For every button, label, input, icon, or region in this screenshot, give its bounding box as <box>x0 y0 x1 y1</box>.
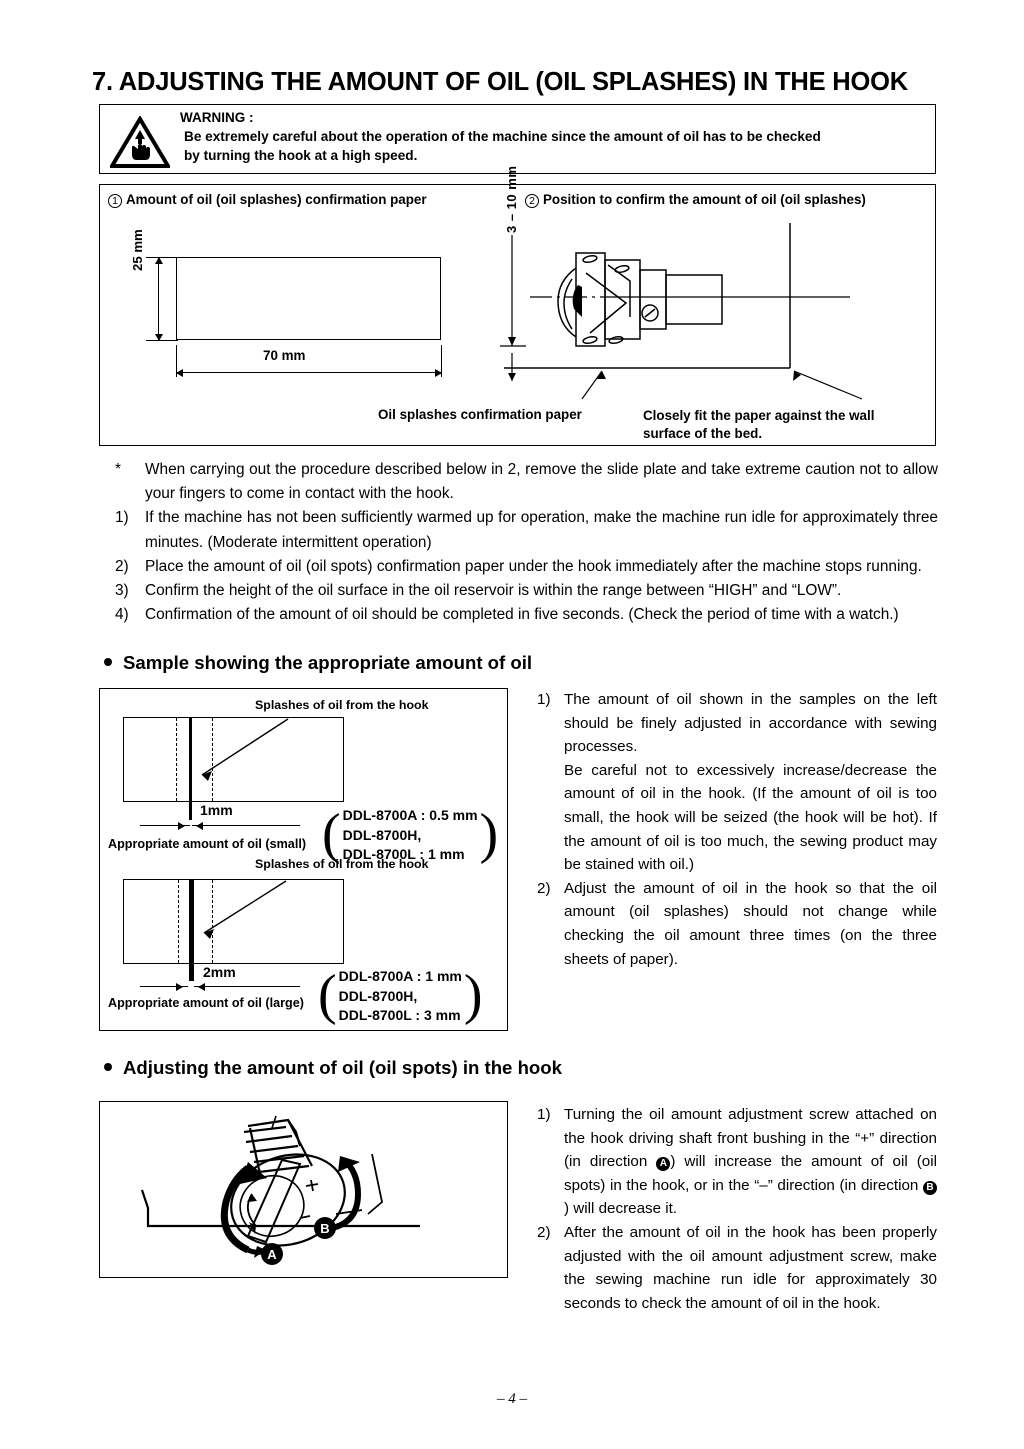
splash-caption-large: Splashes of oil from the hook <box>255 857 429 871</box>
dim-horizontal-line <box>176 372 442 373</box>
splash-tick-large <box>189 964 194 981</box>
screw-illustration-box <box>99 1101 508 1278</box>
dim-label-gap: 3 – 10 mm <box>504 165 519 233</box>
figure2-caption <box>525 192 866 208</box>
spec-group-large <box>318 964 483 1027</box>
oil-adjustment-screw-diagram <box>100 1102 507 1277</box>
figure1-number: 1 <box>108 194 122 208</box>
figure1-caption-text: Amount of oil (oil splashes) confirmation paper <box>126 192 427 207</box>
mm-label-small: 1mm <box>200 802 233 818</box>
sample-note-item <box>537 759 937 877</box>
direction-a-badge: A <box>656 1157 670 1171</box>
warning-triangle-hand-crush-icon <box>110 116 170 168</box>
sample-illustration-box <box>99 688 508 1031</box>
sample-note-marker <box>537 759 564 877</box>
figure1-caption <box>108 192 427 208</box>
adjust-note-part2: ) will increase the amount of oil (oil spots) in the hook, or in the “–” direction (in direction <box>564 1153 937 1194</box>
sample-note-text: Be careful not to excessively increase/decrease the amount of oil in the hook. (If the amount of oil is too small, the hook will be seized (the hook will be hot). If the amount of oil is too much, the sewing product may be stained with oil.) <box>564 761 937 874</box>
splash-guide-dashed-left <box>176 718 177 801</box>
warning-label: WARNING : <box>180 110 254 125</box>
adjust-note-text <box>564 1103 937 1221</box>
procedure-marker: 1) <box>115 509 129 527</box>
adjust-note-part3: ) will decrease it. <box>564 1200 678 1218</box>
procedure-marker: 2) <box>115 557 129 575</box>
sample-note-marker: 2) <box>537 879 551 897</box>
bullet-dot-icon <box>104 1063 112 1071</box>
spec-group-small <box>322 803 499 866</box>
splash-tick-small <box>189 802 192 820</box>
mm-arrow-right-icon <box>176 983 183 991</box>
mm-arrow-right-icon <box>178 822 185 830</box>
adjust-note-text: After the amount of oil in the hook has been properly adjusted with the oil amount adjustment screw, make the sewing machine run idle for approximately 30 seconds to check the amount of oil in the hook. <box>564 1223 937 1312</box>
mm-arrow-left-icon <box>196 822 203 830</box>
dim-arrow-down-icon <box>155 334 163 341</box>
splash-guide-dashed-left <box>178 880 179 963</box>
figure2-number: 2 <box>525 194 539 208</box>
procedure-text: Place the amount of oil (oil spots) confirmation paper under the hook immediately after the machine stops running. <box>145 557 922 575</box>
dim-arrow-up-icon <box>155 257 163 264</box>
sample-section-heading-text: Sample showing the appropriate amount of oil <box>123 652 533 673</box>
figure2-label-wall-line1: Closely fit the paper against the wall <box>643 408 875 423</box>
page-title: 7. ADJUSTING THE AMOUNT OF OIL (OIL SPLASHES) IN THE HOOK <box>92 68 908 96</box>
brace-right-icon: ) <box>479 803 499 866</box>
dim-arrow-left-icon <box>176 369 183 377</box>
confirmation-paper-rectangle <box>176 257 441 340</box>
appropriate-label-small: Appropriate amount of oil (small) <box>108 837 307 851</box>
badge-a-label: A <box>267 1247 277 1262</box>
procedure-text: When carrying out the procedure described below in 2, remove the slide plate and take extreme caution not to allow your fingers to come in contact with the hook. <box>145 461 938 503</box>
procedure-item <box>115 458 938 506</box>
mm-arrow-left-icon <box>198 983 205 991</box>
warning-box <box>99 104 936 174</box>
procedure-item <box>115 506 938 554</box>
splash-leader-line-small <box>188 713 298 788</box>
adjust-note-item <box>537 1103 937 1221</box>
brace-left-icon: ( <box>322 803 341 866</box>
dim-vertical-line <box>158 257 159 340</box>
figure2-caption-text: Position to confirm the amount of oil (oil splashes) <box>543 192 866 207</box>
sample-note-text: The amount of oil shown in the samples on the left should be finely adjusted in accordance with sewing processes. <box>564 691 937 756</box>
warning-text-line1: Be extremely careful about the operation of the machine since the amount of oil has to be checked <box>184 129 821 144</box>
sample-note-item <box>537 688 937 759</box>
spec-text-large: DDL-8700A : 1 mm DDL-8700H, DDL-8700L : 3 mm <box>338 968 462 1023</box>
hook-mechanism-diagram <box>490 213 930 408</box>
sample-note-marker: 1) <box>537 691 551 708</box>
direction-b-badge: B <box>923 1181 937 1195</box>
dim-label-width: 70 mm <box>263 348 306 363</box>
procedure-marker: * <box>115 461 121 478</box>
procedure-marker: 4) <box>115 606 129 624</box>
figure2-label-wall-line2: surface of the bed. <box>643 426 763 441</box>
procedure-item <box>115 579 938 603</box>
procedure-marker: 3) <box>115 582 129 600</box>
adjust-section-heading <box>104 1057 562 1079</box>
warning-text-line2: by turning the hook at a high speed. <box>184 148 418 163</box>
splash-caption-small: Splashes of oil from the hook <box>255 698 429 712</box>
mm-label-large: 2mm <box>203 964 236 980</box>
mm-dimline-small-right <box>192 825 300 826</box>
page-number: – 4 – <box>497 1391 527 1407</box>
adjust-notes-list <box>537 1103 937 1315</box>
appropriate-label-large: Appropriate amount of oil (large) <box>108 996 304 1010</box>
sample-note-item <box>537 877 937 971</box>
mm-dimline-large-right <box>194 986 300 987</box>
procedure-item <box>115 603 938 627</box>
spec-text-small: DDL-8700A : 0.5 mm DDL-8700H, DDL-8700L : 1 mm <box>342 807 478 862</box>
procedure-text: Confirm the height of the oil surface in the oil reservoir is within the range between “HIGH” and “LOW”. <box>145 582 842 600</box>
figure2-label-paper: Oil splashes confirmation paper <box>378 407 582 422</box>
procedure-text: Confirmation of the amount of oil should be completed in five seconds. (Check the period of time with a watch.) <box>145 606 899 624</box>
procedure-item <box>115 555 938 579</box>
adjust-note-marker: 1) <box>537 1106 551 1123</box>
procedure-text: If the machine has not been sufficiently warmed up for operation, make the machine run idle for approximately three minutes. (Moderate intermittent operation) <box>145 509 938 551</box>
brace-right-icon: ) <box>463 964 483 1027</box>
figure2-label-wall <box>643 407 874 443</box>
dim-arrow-right-icon <box>435 369 442 377</box>
adjust-section-heading-text: Adjusting the amount of oil (oil spots) in the hook <box>123 1057 562 1078</box>
splash-leader-line-large <box>190 877 300 947</box>
sample-notes-list <box>537 688 937 971</box>
dim-label-height: 25 mm <box>130 229 145 271</box>
adjust-note-part1: Turning the oil amount adjustment screw attached on the hook driving shaft front bushing in the “+” direction (in direction <box>564 1106 937 1171</box>
badge-b-label: B <box>320 1221 330 1236</box>
adjust-note-item <box>537 1221 937 1315</box>
procedure-list <box>115 458 938 627</box>
adjust-note-marker: 2) <box>537 1223 551 1241</box>
brace-left-icon: ( <box>318 964 337 1027</box>
figure-box <box>99 165 936 446</box>
bullet-dot-icon <box>104 658 112 666</box>
sample-section-heading <box>104 652 532 674</box>
sample-note-text: Adjust the amount of oil in the hook so that the oil amount (oil splashes) should not change while checking the oil amount three times (on the three sheets of paper). <box>564 879 937 968</box>
